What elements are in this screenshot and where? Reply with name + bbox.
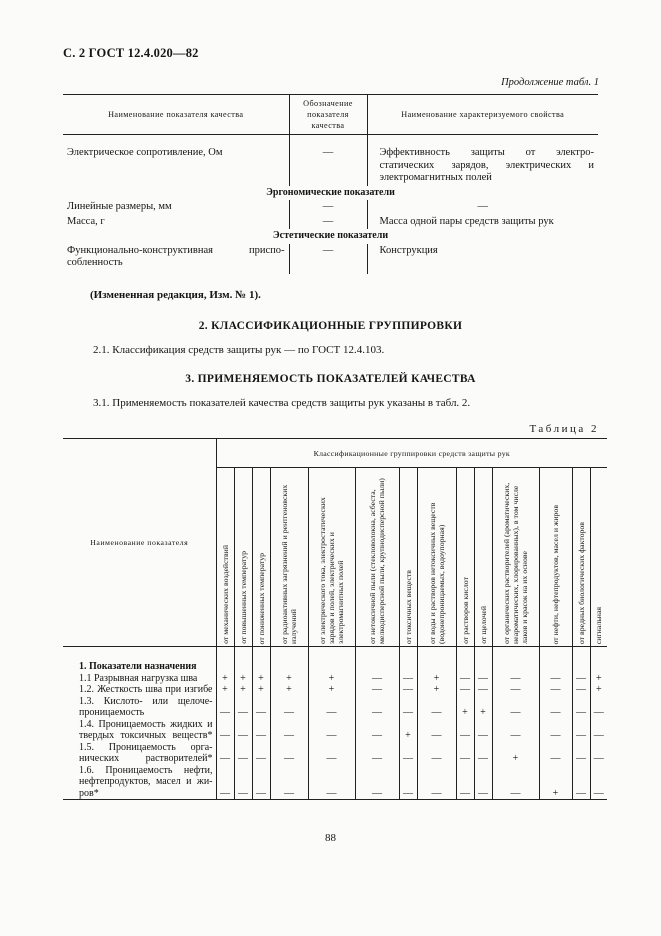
t2-column-header xyxy=(492,468,539,647)
t2-cell-value: — xyxy=(308,765,355,800)
t2-cell-value: + xyxy=(417,673,456,685)
t2-header-group: Классификационные группировки средств защиты рук xyxy=(216,439,607,468)
t2-cell-value: — xyxy=(399,673,417,685)
t1-cell-property: — xyxy=(477,201,488,212)
t2-cell-value: — xyxy=(539,696,572,719)
t2-column-header xyxy=(270,468,308,647)
t2-cell-value: — xyxy=(572,673,590,685)
t2-column-header-label: от вредных биологических факторов xyxy=(576,521,586,644)
t1-cell-symbol: — xyxy=(289,200,367,215)
t2-cell-value: — xyxy=(474,673,492,685)
t2-cell-value: — xyxy=(355,719,399,742)
t2-cell-value: — xyxy=(492,684,539,696)
t2-cell-value: + xyxy=(234,684,252,696)
t2-section-title: 1. Показатели назначения xyxy=(79,661,197,672)
t2-cell-value: — xyxy=(399,742,417,765)
page-header: С. 2 ГОСТ 12.4.020—82 xyxy=(63,46,199,60)
t2-column-header xyxy=(572,468,590,647)
t2-column-header-label: от органических растворителей (ароматических, неароматических, хлорированных), в том числе лаков и красок на их основе xyxy=(502,482,529,644)
t2-cell-value: + xyxy=(456,696,474,719)
t2-cell-value: — xyxy=(399,684,417,696)
t2-column-header-label: от воды и растворов нетоксичных веществ (водонепроницаемых, водоупорная) xyxy=(427,502,446,644)
t2-cell-value: — xyxy=(234,742,252,765)
t2-column-header xyxy=(216,468,234,647)
t2-cell-value: — xyxy=(252,719,270,742)
t2-cell-value: — xyxy=(355,684,399,696)
t2-cell-value: — xyxy=(474,684,492,696)
t2-cell-value: — xyxy=(252,765,270,800)
t2-row-name xyxy=(63,696,216,719)
t2-cell-value: — xyxy=(234,765,252,800)
t2-column-header xyxy=(474,468,492,647)
section-3-title: 3. ПРИМЕНЯЕМОСТЬ ПОКАЗАТЕЛЕЙ КАЧЕСТВА xyxy=(185,373,476,385)
t2-cell-value: — xyxy=(492,696,539,719)
t2-row-name-text: 1.3. Кислото- или щелоче-проницаемость xyxy=(79,695,213,718)
t2-cell-value: — xyxy=(590,742,607,765)
t2-cell-value: — xyxy=(270,742,308,765)
t2-cell-value: — xyxy=(572,719,590,742)
t2-row-name xyxy=(63,673,216,685)
t2-row-name-text: 1.5. Проницаемость орга-нических растворителей* xyxy=(79,741,213,764)
t2-column-header-label: от электрического тока, электростатических зарядов и полей, электрических и электромагнитных полей xyxy=(318,497,345,644)
t2-cell-value: — xyxy=(399,696,417,719)
t2-cell-value: — xyxy=(417,696,456,719)
table-row xyxy=(63,765,607,800)
t2-cell-value: — xyxy=(492,719,539,742)
t2-cell-value: + xyxy=(252,673,270,685)
t2-row-name-text: 1.1 Разрывная нагрузка шва xyxy=(79,672,198,684)
t2-cell-value: + xyxy=(492,742,539,765)
t2-cell-value: — xyxy=(216,719,234,742)
t2-cell-value: — xyxy=(456,673,474,685)
table-row xyxy=(63,135,598,186)
t1-cell-name: Линейные размеры, мм xyxy=(67,201,172,212)
table-row xyxy=(63,742,607,765)
t2-cell-value: — xyxy=(355,673,399,685)
t2-cell-value: + xyxy=(216,673,234,685)
t2-cell-value: — xyxy=(539,742,572,765)
t2-cell-value: — xyxy=(399,765,417,800)
t2-cell-value: — xyxy=(456,719,474,742)
t2-cell-value: + xyxy=(590,684,607,696)
t2-cell-value: + xyxy=(539,765,572,800)
t2-cell-value: — xyxy=(308,719,355,742)
t2-column-header-label: от нефти, нефтепродуктов, масел и жиров xyxy=(551,504,560,644)
table-2-label: Таблица 2 xyxy=(529,423,599,435)
t2-cell-value: — xyxy=(308,696,355,719)
t2-column-header xyxy=(456,468,474,647)
t2-cell-value: + xyxy=(399,719,417,742)
t2-column-header-label: от механических воздействий xyxy=(220,545,230,644)
t2-cell-value: — xyxy=(417,765,456,800)
t2-row-name xyxy=(63,742,216,765)
t2-column-header-label: от щелочей xyxy=(478,606,488,644)
t2-column-header xyxy=(399,468,417,647)
table-1 xyxy=(63,94,598,274)
t1-cell-property: Эффективность защиты от электро-статических зарядов, электрических и электромагнитных полей xyxy=(379,147,594,183)
t2-cell-value: — xyxy=(572,696,590,719)
t2-cell-value: — xyxy=(590,719,607,742)
t1-cell-property: Масса одной пары средств защиты рук xyxy=(379,215,554,227)
t2-cell-value: — xyxy=(539,719,572,742)
t1-section-ergonomic: Эргономические показатели xyxy=(266,186,395,198)
t2-row-name xyxy=(63,765,216,800)
section-3-text: 3.1. Применяемость показателей качества средств защиты рук указаны в табл. 2. xyxy=(93,397,471,409)
t2-cell-value: — xyxy=(216,696,234,719)
table-row xyxy=(63,200,598,215)
t2-column-header-label: от пониженных температур xyxy=(256,552,266,644)
t1-cell-symbol: — xyxy=(289,244,367,274)
t2-cell-value: — xyxy=(474,765,492,800)
t2-cell-value: — xyxy=(308,742,355,765)
t2-column-header-label: сигнальная xyxy=(594,606,604,644)
t2-cell-value: — xyxy=(355,696,399,719)
t1-header-name: Наименование показателя качества xyxy=(63,95,289,135)
table-row xyxy=(63,696,607,719)
t2-cell-value: — xyxy=(355,742,399,765)
t2-cell-value: + xyxy=(417,684,456,696)
t2-cell-value: + xyxy=(308,673,355,685)
t2-cell-value: — xyxy=(355,765,399,800)
amendment-note: (Измененная редакция, Изм. № 1). xyxy=(90,289,261,301)
t2-header-name: Наименование показателя xyxy=(63,439,216,647)
t2-cell-value: — xyxy=(492,673,539,685)
t2-cell-value: — xyxy=(252,742,270,765)
table-2 xyxy=(63,438,607,800)
page-number: 88 xyxy=(325,832,336,844)
t2-cell-value: + xyxy=(216,684,234,696)
t2-cell-value: — xyxy=(216,742,234,765)
t2-cell-value: + xyxy=(252,684,270,696)
t2-column-header xyxy=(308,468,355,647)
t2-column-header-label: от растворов кислот xyxy=(460,577,470,644)
table-row xyxy=(63,673,607,685)
t2-cell-value: — xyxy=(234,696,252,719)
t2-cell-value: + xyxy=(474,696,492,719)
table-section-row xyxy=(63,229,598,244)
t1-section-aesthetic: Эстетические показатели xyxy=(272,230,389,241)
t2-cell-value: — xyxy=(456,684,474,696)
t2-cell-value: — xyxy=(417,719,456,742)
t2-cell-value: — xyxy=(234,719,252,742)
t1-cell-name: Масса, г xyxy=(67,215,105,227)
t2-cell-value: — xyxy=(590,765,607,800)
t1-cell-name: Функционально-конструктивная приспо-собленность xyxy=(67,244,285,268)
t1-cell-property: Конструкция xyxy=(379,244,438,256)
t2-cell-value: — xyxy=(539,673,572,685)
t2-column-header-label: от токсичных веществ xyxy=(403,569,413,644)
section-2-title: 2. КЛАССИФИКАЦИОННЫЕ ГРУППИРОВКИ xyxy=(198,320,463,332)
t2-column-header-label: от повышенных температур xyxy=(238,551,248,644)
t2-cell-value: + xyxy=(270,673,308,685)
t2-row-name xyxy=(63,684,216,696)
t2-column-header-label: от нетоксичной пыли (стекловолокна, асбеста, мелкодисперсной пыли, крупнодисперсной пыли) xyxy=(368,478,386,644)
table-row xyxy=(63,719,607,742)
t2-cell-value: — xyxy=(590,696,607,719)
t2-column-header xyxy=(252,468,270,647)
t2-cell-value: — xyxy=(572,742,590,765)
t2-cell-value: — xyxy=(456,765,474,800)
table-section-row xyxy=(63,647,607,673)
table-row xyxy=(63,684,607,696)
table-continuation-label: Продолжение табл. 1 xyxy=(501,77,599,88)
t2-cell-value: — xyxy=(572,684,590,696)
t2-cell-value: — xyxy=(417,742,456,765)
t2-cell-value: + xyxy=(590,673,607,685)
t1-header-symbol: Обозначение показателя качества xyxy=(289,95,367,135)
t2-column-header xyxy=(590,468,607,647)
t2-column-header xyxy=(539,468,572,647)
t2-cell-value: + xyxy=(270,684,308,696)
t2-cell-value: — xyxy=(492,765,539,800)
t2-row-name-text: 1.4. Проницаемость жидких и твердых токсичных веществ* xyxy=(79,718,213,741)
t2-column-header xyxy=(355,468,399,647)
t1-cell-symbol: — xyxy=(289,135,367,186)
table-row xyxy=(63,215,598,230)
t2-row-name xyxy=(63,719,216,742)
t2-cell-value: + xyxy=(308,684,355,696)
t2-cell-value: — xyxy=(474,742,492,765)
t2-cell-value: — xyxy=(270,696,308,719)
t1-cell-name: Электрическое сопротивление, Ом xyxy=(67,147,223,158)
t1-header-property: Наименование характеризуемого свойства xyxy=(367,95,598,135)
t2-row-name-text: 1.2. Жесткость шва при изгибе xyxy=(79,684,213,695)
t2-column-header xyxy=(417,468,456,647)
t2-cell-value: + xyxy=(234,673,252,685)
t2-cell-value: — xyxy=(572,765,590,800)
t2-cell-value: — xyxy=(216,765,234,800)
section-2-text: 2.1. Классификация средств защиты рук — по ГОСТ 12.4.103. xyxy=(93,344,385,356)
t1-cell-symbol: — xyxy=(289,215,367,230)
table-section-row xyxy=(63,186,598,201)
t2-row-name-text: 1.6. Проницаемость нефти, нефтепродуктов, масел и жи-ров* xyxy=(79,764,213,799)
table-row xyxy=(63,244,598,274)
t2-cell-value: — xyxy=(270,765,308,800)
t2-cell-value: — xyxy=(539,684,572,696)
t2-cell-value: — xyxy=(456,742,474,765)
t2-cell-value: — xyxy=(474,719,492,742)
t2-column-header-label: от радиоактивных загрязнений и рентгеновских излучений xyxy=(280,484,298,644)
t2-cell-value: — xyxy=(252,696,270,719)
t2-column-header xyxy=(234,468,252,647)
t2-cell-value: — xyxy=(270,719,308,742)
